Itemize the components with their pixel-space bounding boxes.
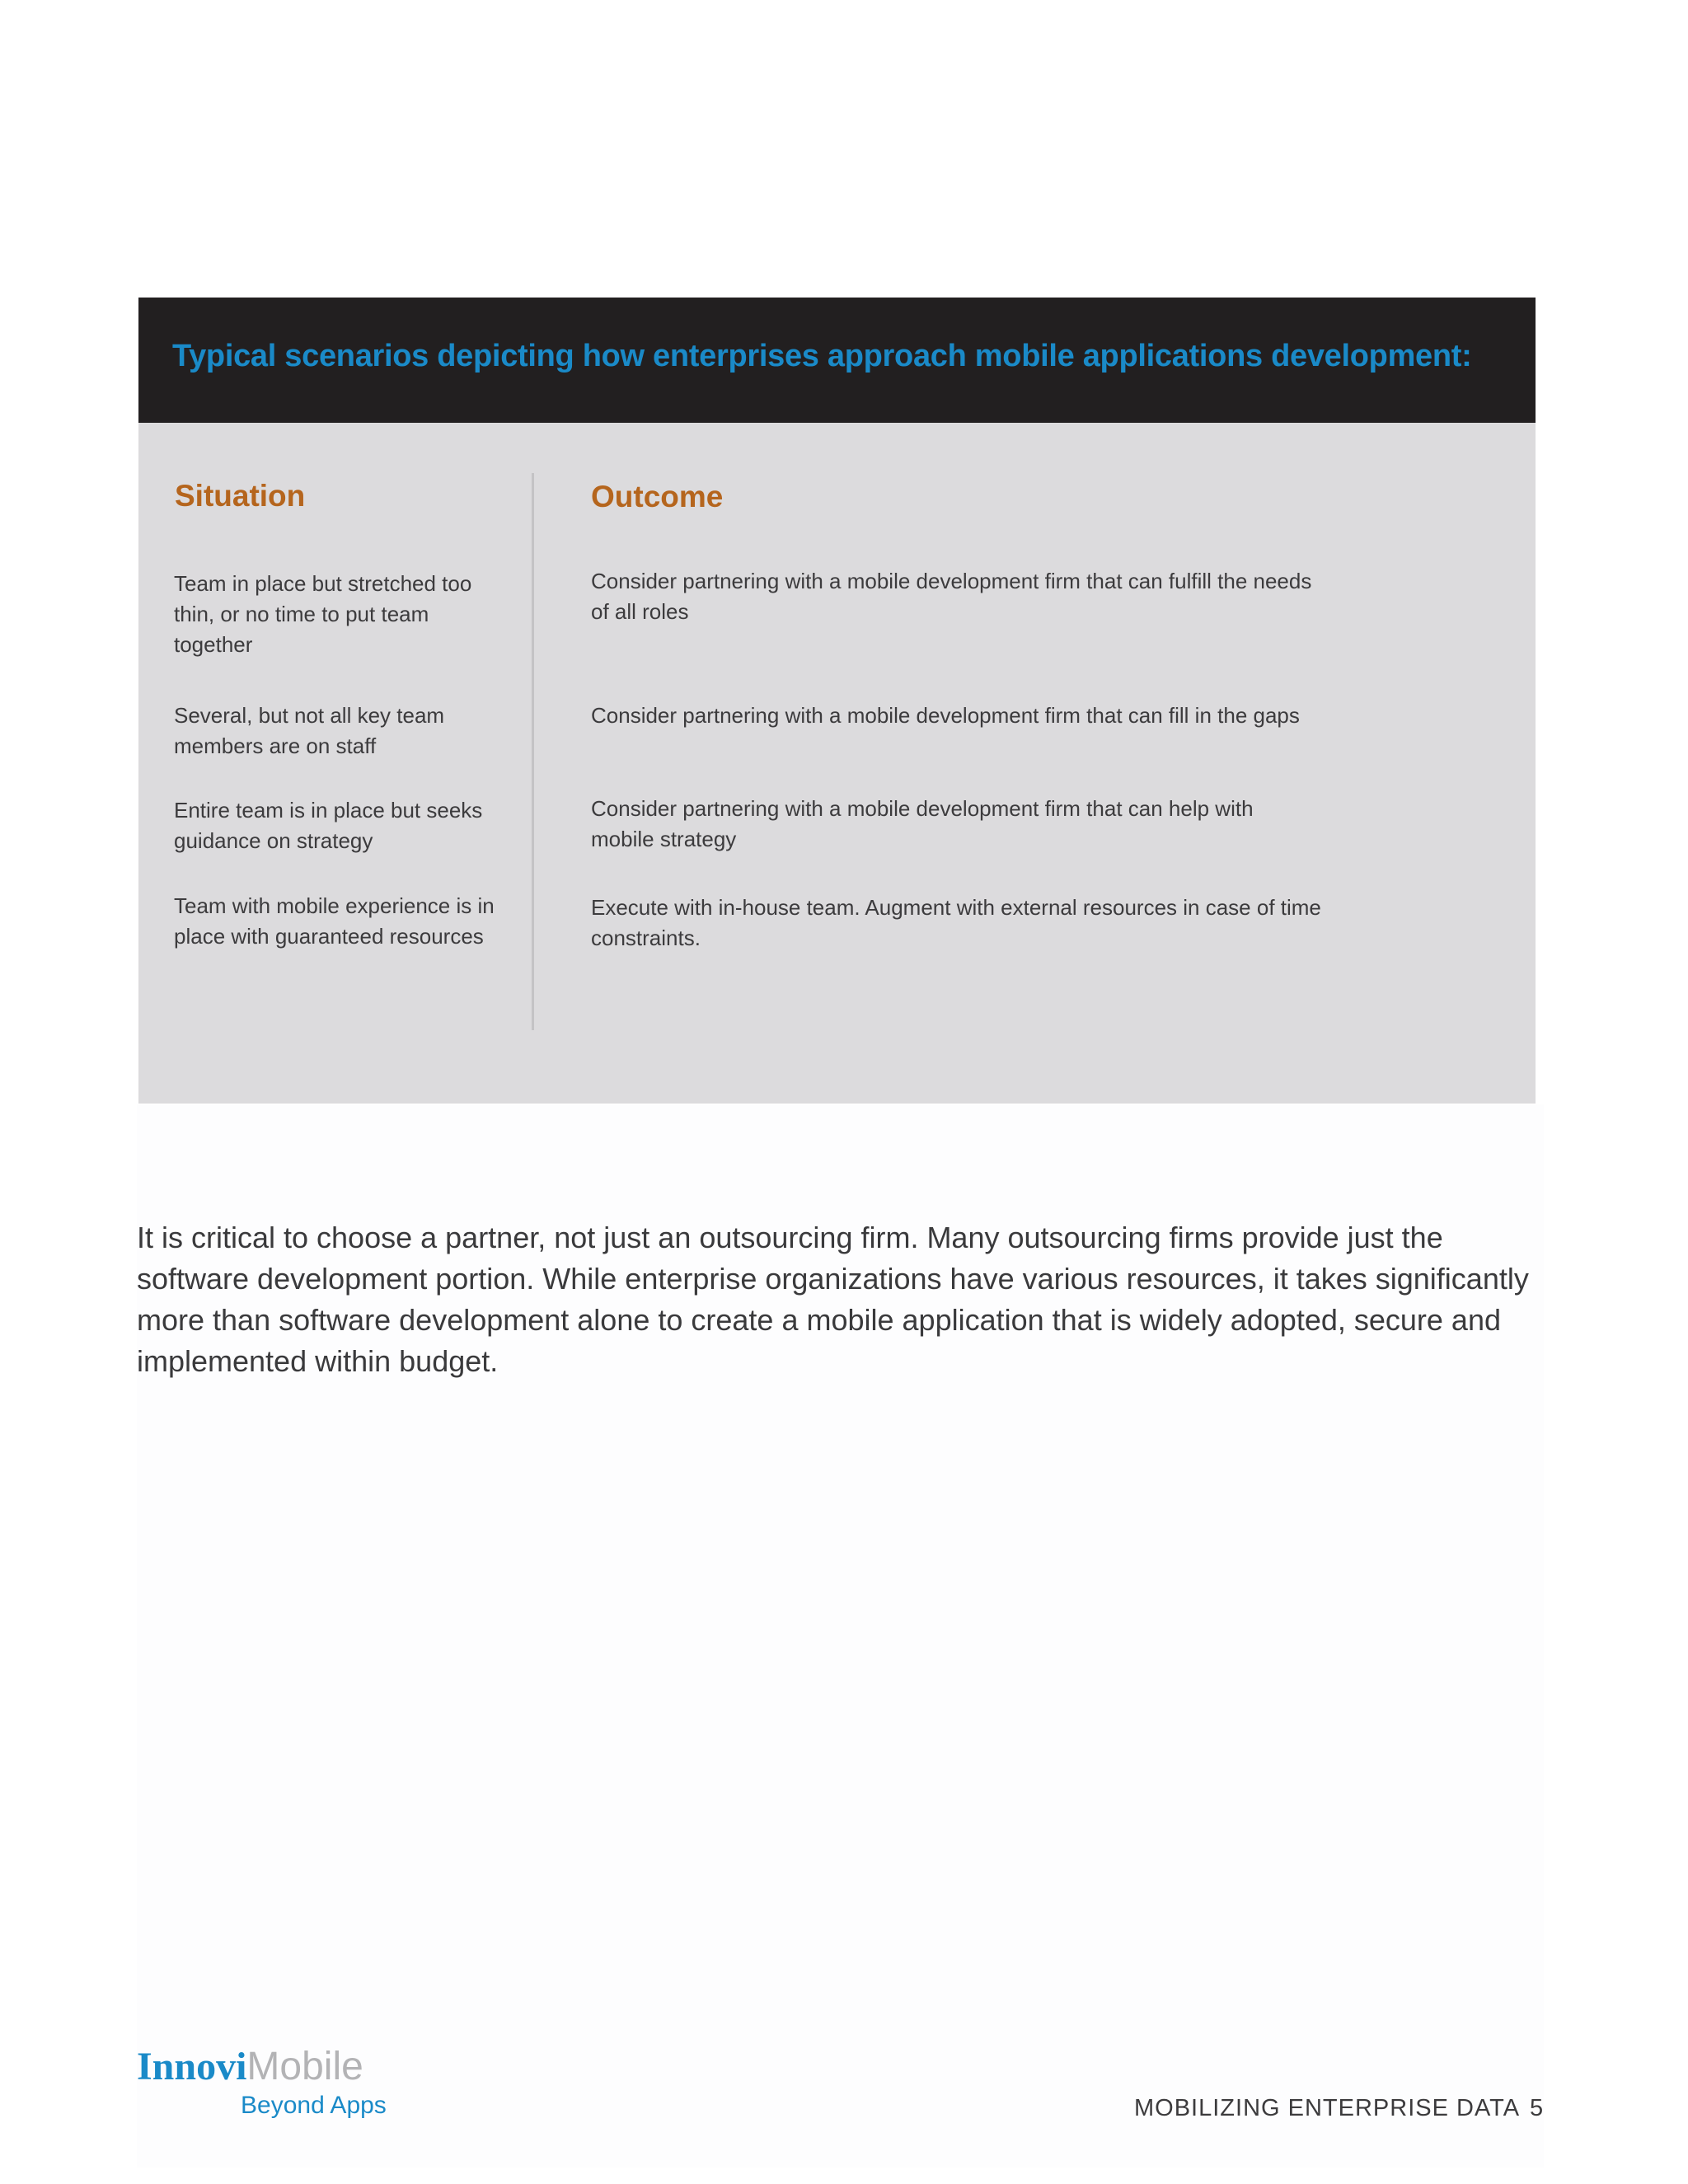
- situation-cell: Team with mobile experience is in place with guaranteed resources: [174, 893, 495, 949]
- situation-cell: Several, but not all key team members are on staff: [174, 703, 445, 758]
- column-divider: [532, 473, 534, 1030]
- outcome-column-header: Outcome: [591, 480, 724, 513]
- logo-tagline: Beyond Apps: [241, 2092, 387, 2119]
- outcome-cell: Consider partnering with a mobile development firm that can fill in the gaps: [591, 703, 1300, 728]
- logo-mobile-text: Mobile: [246, 2045, 363, 2088]
- logo-wordmark: [137, 2044, 363, 2090]
- footer-document-title: MOBILIZING ENTERPRISE DATA: [1134, 2095, 1521, 2121]
- outcome-cell: Consider partnering with a mobile development firm that can fulfill the needs of all roles: [591, 569, 1312, 624]
- situation-column-header: Situation: [175, 479, 306, 513]
- scenarios-panel: [138, 298, 1536, 1104]
- page-number: 5: [1530, 2095, 1544, 2121]
- scenarios-header-bar: [138, 298, 1536, 423]
- situation-cell: Entire team is in place but seeks guidance on strategy: [174, 798, 483, 853]
- logo-innovi-text: Innovi: [137, 2045, 247, 2088]
- body-paragraph: It is critical to choose a partner, not just an outsourcing firm. Many outsourcing firms provide just the software development portion. While enterprise organizations have various resources, it takes significantly more than software development alone to create a mobile application that is widely adopted, secure and implemented within budget.: [137, 1221, 1529, 1378]
- situation-cell: Team in place but stretched too thin, or no time to put team together: [174, 571, 472, 657]
- innovi-mobile-logo: [137, 2044, 401, 2126]
- scenarios-title: Typical scenarios depicting how enterprises approach mobile applications development:: [172, 339, 1472, 373]
- outcome-cell: Execute with in-house team. Augment with external resources in case of time constraints.: [591, 895, 1321, 950]
- outcome-cell: Consider partnering with a mobile development firm that can help with mobile strategy: [591, 796, 1254, 851]
